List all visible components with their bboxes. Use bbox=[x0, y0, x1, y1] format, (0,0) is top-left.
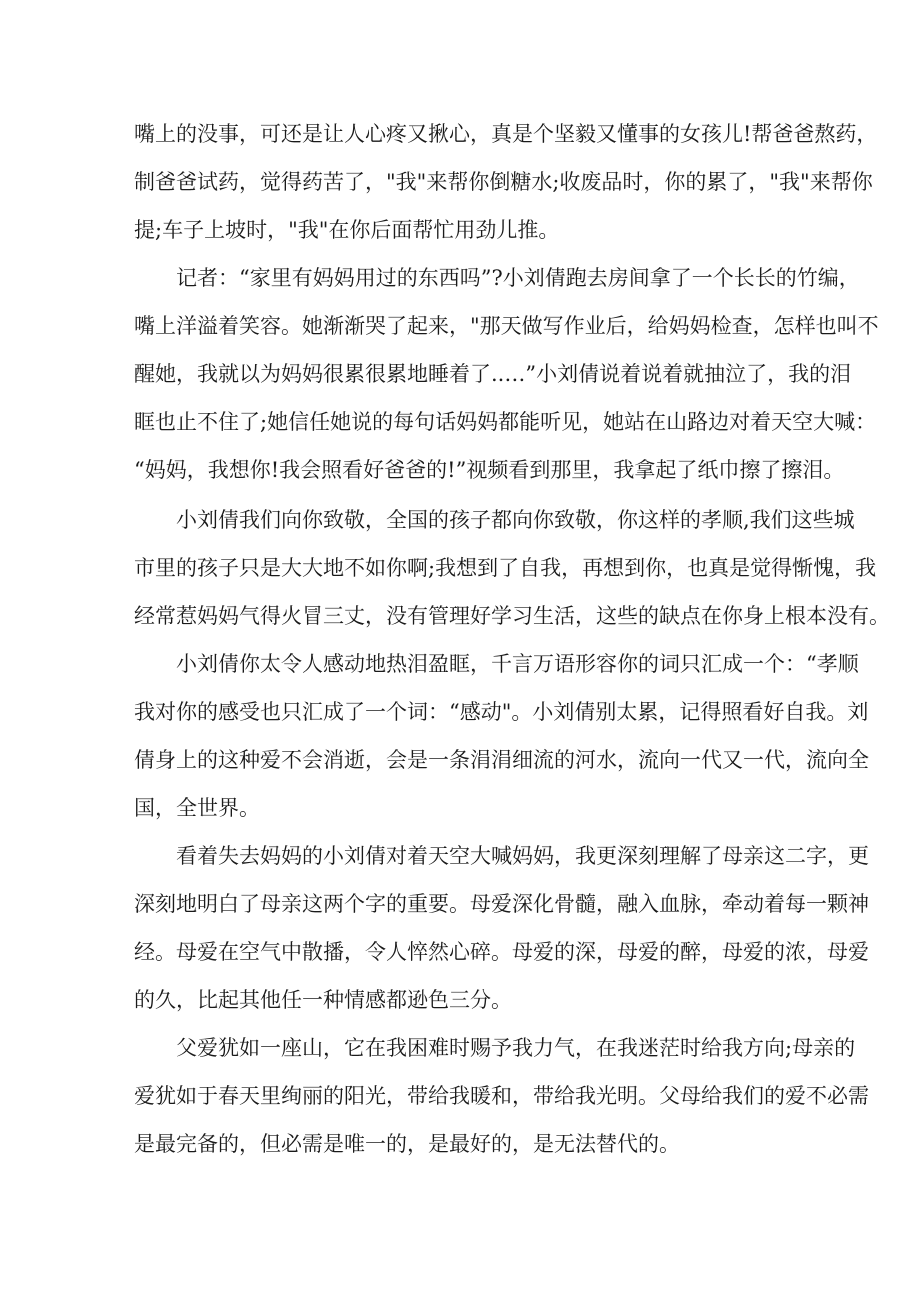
text-line: 爱犹如于春天里绚丽的阳光，带给我暖和，带给我光明。父母给我们的爱不必需 bbox=[134, 1084, 869, 1108]
text-line: 小刘倩我们向你致敬，全国的孩子都向你致敬，你这样的孝顺,我们这些城 bbox=[176, 508, 855, 532]
text-line: 深刻地明白了母亲这两个字的重要。母爱深化骨髓，融入血脉，牵动着每一颗神 bbox=[134, 892, 869, 916]
text-line: 父爱犹如一座山，它在我困难时赐予我力气，在我迷茫时给我方向;母亲的 bbox=[176, 1036, 856, 1060]
text-line: 是最完备的，但必需是唯一的，是最好的，是无法替代的。 bbox=[134, 1132, 680, 1156]
text-line: 我对你的感受也只汇成了一个词：“感动"。小刘倩别太累，记得照看好自我。刘 bbox=[134, 700, 869, 724]
text-line: 国，全世界。 bbox=[134, 796, 260, 820]
text-line: 记者：“家里有妈妈用过的东西吗”?小刘倩跑去房间拿了一个长长的竹编， bbox=[176, 266, 860, 290]
text-line: 市里的孩子只是大大地不如你啊;我想到了自我，再想到你，也真是觉得惭愧，我 bbox=[134, 556, 877, 580]
text-line: 制爸爸试药，觉得药苦了，"我"来帮你倒糖水;收废品时，你的累了，"我"来帮你 bbox=[134, 170, 873, 194]
text-line: 提;车子上坡时，"我"在你后面帮忙用劲儿推。 bbox=[134, 218, 560, 242]
text-line: 的久，比起其他任一种情感都逊色三分。 bbox=[134, 988, 512, 1012]
text-line: 经。母爱在空气中散播，令人悴然心碎。母爱的深，母爱的醉，母爱的浓，母爱 bbox=[134, 940, 869, 964]
text-line: 小刘倩你太令人感动地热泪盈眶，千言万语形容你的词只汇成一个：“孝顺 bbox=[176, 652, 859, 676]
text-line: 经常惹妈妈气得火冒三丈，没有管理好学习生活，这些的缺点在你身上根本没有。 bbox=[134, 604, 890, 628]
text-line: 眶也止不住了;她信任她说的每句话妈妈都能听见，她站在山路边对着天空大喊： bbox=[134, 410, 877, 434]
text-line: 看着失去妈妈的小刘倩对着天空大喊妈妈，我更深刻理解了母亲这二字，更 bbox=[176, 844, 869, 868]
text-line: 醒她，我就以为妈妈很累很累地睡着了..…”小刘倩说着说着就抽泣了，我的泪 bbox=[134, 362, 852, 386]
text-line: “妈妈，我想你!我会照看好爸爸的!”视频看到那里，我拿起了纸巾擦了擦泪。 bbox=[134, 458, 845, 482]
text-line: 倩身上的这种爱不会消逝，会是一条涓涓细流的河水，流向一代又一代，流向全 bbox=[134, 748, 869, 772]
text-line: 嘴上洋溢着笑容。她渐渐哭了起来，"那天做写作业后，给妈妈检查，怎样也叫不 bbox=[134, 314, 879, 338]
text-line: 嘴上的没事，可还是让人心疼又揪心，真是个坚毅又懂事的女孩儿!帮爸爸熬药， bbox=[134, 122, 878, 146]
